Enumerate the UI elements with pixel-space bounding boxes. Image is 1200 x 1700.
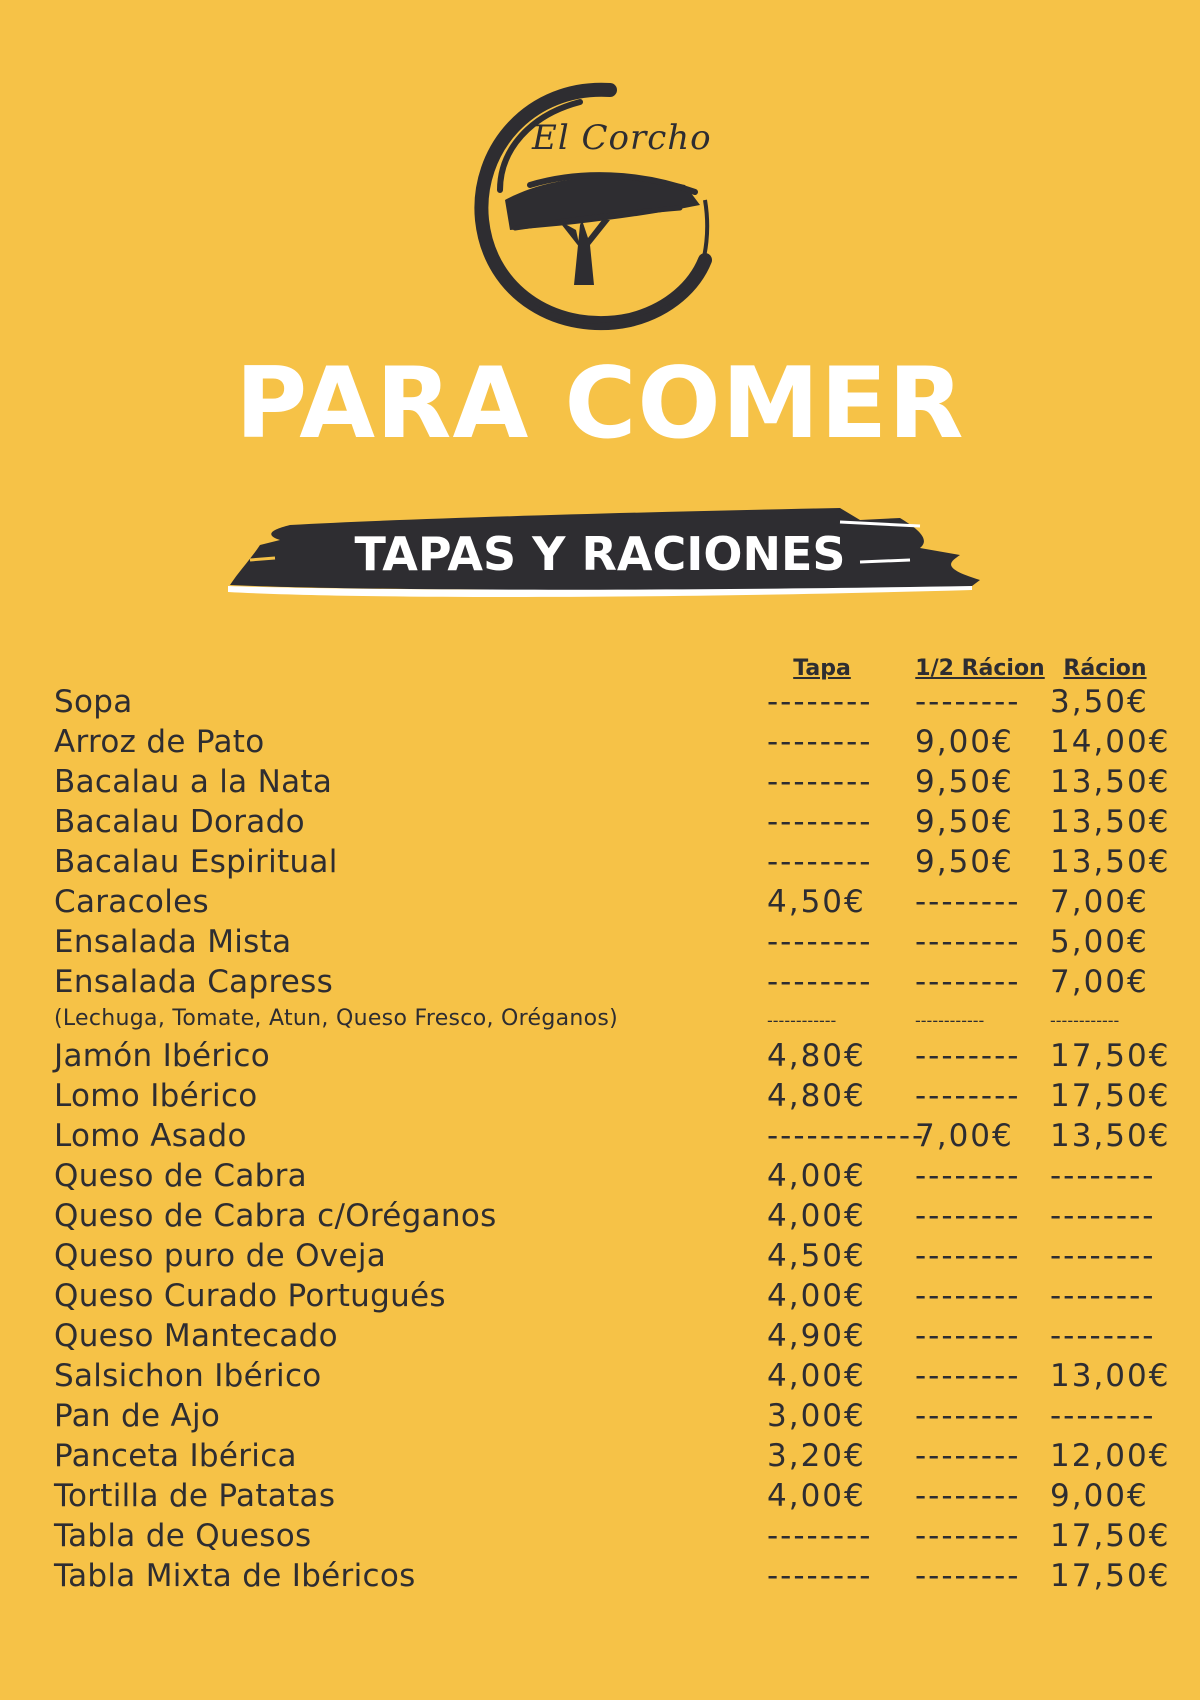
menu-item-name: Lomo Asado: [54, 1118, 247, 1154]
menu-item-name: Ensalada Mista: [54, 924, 292, 960]
menu-item-name: Ensalada Capress: [54, 964, 334, 1000]
menu-item-name: Sopa: [54, 684, 133, 720]
price-media-racion: --------: [915, 1358, 1021, 1394]
price-tapa: --------: [767, 924, 873, 960]
column-header-tapa: Tapa: [793, 656, 851, 681]
price-racion: 17,50€: [1050, 1038, 1171, 1074]
menu-item-row: [0, 1076, 1200, 1116]
price-tapa: 4,50€: [767, 884, 866, 920]
price-tapa: --------: [767, 964, 873, 1000]
menu-item-name: Bacalau a la Nata: [54, 764, 333, 800]
menu-item-name: Panceta Ibérica: [54, 1438, 297, 1474]
price-tapa: ------------: [767, 1011, 837, 1030]
menu-item-row: [0, 842, 1200, 882]
price-racion: --------: [1050, 1278, 1156, 1314]
menu-item-row: [0, 682, 1200, 722]
price-racion: 13,50€: [1050, 804, 1171, 840]
price-media-racion: 9,50€: [915, 764, 1014, 800]
price-media-racion: --------: [915, 1558, 1021, 1594]
price-tapa: ------------: [767, 1118, 926, 1154]
menu-item-row: [0, 802, 1200, 842]
menu-item-name: Queso puro de Oveja: [54, 1238, 387, 1274]
price-media-racion: --------: [915, 884, 1021, 920]
menu-item-row: [0, 962, 1200, 1002]
menu-item-row: [0, 1516, 1200, 1556]
price-racion: 7,00€: [1050, 964, 1149, 1000]
price-tapa: --------: [767, 764, 873, 800]
menu-item-description: (Lechuga, Tomate, Atun, Queso Fresco, Oréganos): [54, 1006, 619, 1031]
menu-item-name: Queso Curado Portugués: [54, 1278, 446, 1314]
menu-item-row: [0, 722, 1200, 762]
price-tapa: 4,80€: [767, 1078, 866, 1114]
price-racion: 14,00€: [1050, 724, 1171, 760]
menu-item-row: [0, 882, 1200, 922]
price-racion: --------: [1050, 1318, 1156, 1354]
price-media-racion: ------------: [915, 1011, 985, 1030]
menu-item-row: [0, 999, 1200, 1039]
price-racion: 3,50€: [1050, 684, 1149, 720]
price-tapa: 3,20€: [767, 1438, 866, 1474]
price-racion: --------: [1050, 1238, 1156, 1274]
price-tapa: 4,90€: [767, 1318, 866, 1354]
menu-item-name: Arroz de Pato: [54, 724, 265, 760]
price-racion: --------: [1050, 1158, 1156, 1194]
menu-item-name: Lomo Ibérico: [54, 1078, 258, 1114]
column-header-media-racion: 1/2 Rácion: [915, 656, 1045, 681]
price-racion: ------------: [1050, 1011, 1120, 1030]
price-racion: 5,00€: [1050, 924, 1149, 960]
price-tapa: 4,00€: [767, 1278, 866, 1314]
menu-item-name: Bacalau Dorado: [54, 804, 305, 840]
menu-item-row: [0, 1236, 1200, 1276]
price-media-racion: --------: [915, 1238, 1021, 1274]
menu-item-name: Jamón Ibérico: [54, 1038, 270, 1074]
price-media-racion: 9,50€: [915, 844, 1014, 880]
price-media-racion: --------: [915, 924, 1021, 960]
price-media-racion: --------: [915, 684, 1021, 720]
menu-item-row: [0, 1276, 1200, 1316]
price-racion: 9,00€: [1050, 1478, 1149, 1514]
menu-item-name: Queso de Cabra c/Oréganos: [54, 1198, 497, 1234]
price-tapa: 4,00€: [767, 1478, 866, 1514]
price-tapa: --------: [767, 844, 873, 880]
price-media-racion: --------: [915, 1318, 1021, 1354]
menu-item-name: Caracoles: [54, 884, 209, 920]
price-tapa: 4,80€: [767, 1038, 866, 1074]
price-racion: 17,50€: [1050, 1558, 1171, 1594]
menu-item-name: Queso de Cabra: [54, 1158, 307, 1194]
column-header-racion: Rácion: [1063, 656, 1147, 681]
menu-item-name: Pan de Ajo: [54, 1398, 221, 1434]
price-media-racion: 9,00€: [915, 724, 1014, 760]
price-tapa: --------: [767, 804, 873, 840]
price-tapa: --------: [767, 1518, 873, 1554]
price-tapa: --------: [767, 724, 873, 760]
price-tapa: 4,00€: [767, 1358, 866, 1394]
menu-item-row: [0, 1196, 1200, 1236]
price-tapa: 3,00€: [767, 1398, 866, 1434]
price-tapa: 4,50€: [767, 1238, 866, 1274]
price-racion: 13,00€: [1050, 1358, 1171, 1394]
menu-item-row: [0, 762, 1200, 802]
menu-item-row: [0, 1436, 1200, 1476]
menu-item-row: [0, 1396, 1200, 1436]
price-racion: 17,50€: [1050, 1518, 1171, 1554]
section-banner-title: TAPAS Y RACIONES: [354, 527, 846, 581]
menu-item-row: [0, 1476, 1200, 1516]
menu-item-row: [0, 1036, 1200, 1076]
price-media-racion: --------: [915, 1198, 1021, 1234]
price-racion: 13,50€: [1050, 844, 1171, 880]
price-media-racion: --------: [915, 1398, 1021, 1434]
price-media-racion: --------: [915, 1478, 1021, 1514]
price-racion: --------: [1050, 1398, 1156, 1434]
menu-item-name: Tortilla de Patatas: [54, 1478, 336, 1514]
menu-item-row: [0, 922, 1200, 962]
menu-item-name: Tabla Mixta de Ibéricos: [54, 1558, 416, 1594]
price-racion: 13,50€: [1050, 1118, 1171, 1154]
menu-item-name: Salsichon Ibérico: [54, 1358, 322, 1394]
price-media-racion: --------: [915, 1518, 1021, 1554]
price-racion: 17,50€: [1050, 1078, 1171, 1114]
price-media-racion: --------: [915, 1158, 1021, 1194]
price-tapa: --------: [767, 1558, 873, 1594]
price-media-racion: 9,50€: [915, 804, 1014, 840]
menu-item-name: Queso Mantecado: [54, 1318, 338, 1354]
menu-item-row: [0, 1356, 1200, 1396]
price-racion: 7,00€: [1050, 884, 1149, 920]
logo-text: El Corcho: [532, 118, 712, 158]
price-media-racion: --------: [915, 964, 1021, 1000]
menu-item-row: [0, 1156, 1200, 1196]
price-media-racion: --------: [915, 1038, 1021, 1074]
price-racion: --------: [1050, 1198, 1156, 1234]
price-media-racion: 7,00€: [915, 1118, 1014, 1154]
page-title: PARA COMER: [235, 347, 965, 461]
price-media-racion: --------: [915, 1278, 1021, 1314]
price-tapa: 4,00€: [767, 1158, 866, 1194]
price-media-racion: --------: [915, 1078, 1021, 1114]
price-racion: 12,00€: [1050, 1438, 1171, 1474]
menu-item-name: Bacalau Espiritual: [54, 844, 338, 880]
price-tapa: --------: [767, 684, 873, 720]
price-tapa: 4,00€: [767, 1198, 866, 1234]
menu-item-row: [0, 1116, 1200, 1156]
price-racion: 13,50€: [1050, 764, 1171, 800]
price-media-racion: --------: [915, 1438, 1021, 1474]
menu-item-name: Tabla de Quesos: [54, 1518, 312, 1554]
menu-item-row: [0, 1556, 1200, 1596]
menu-item-row: [0, 1316, 1200, 1356]
